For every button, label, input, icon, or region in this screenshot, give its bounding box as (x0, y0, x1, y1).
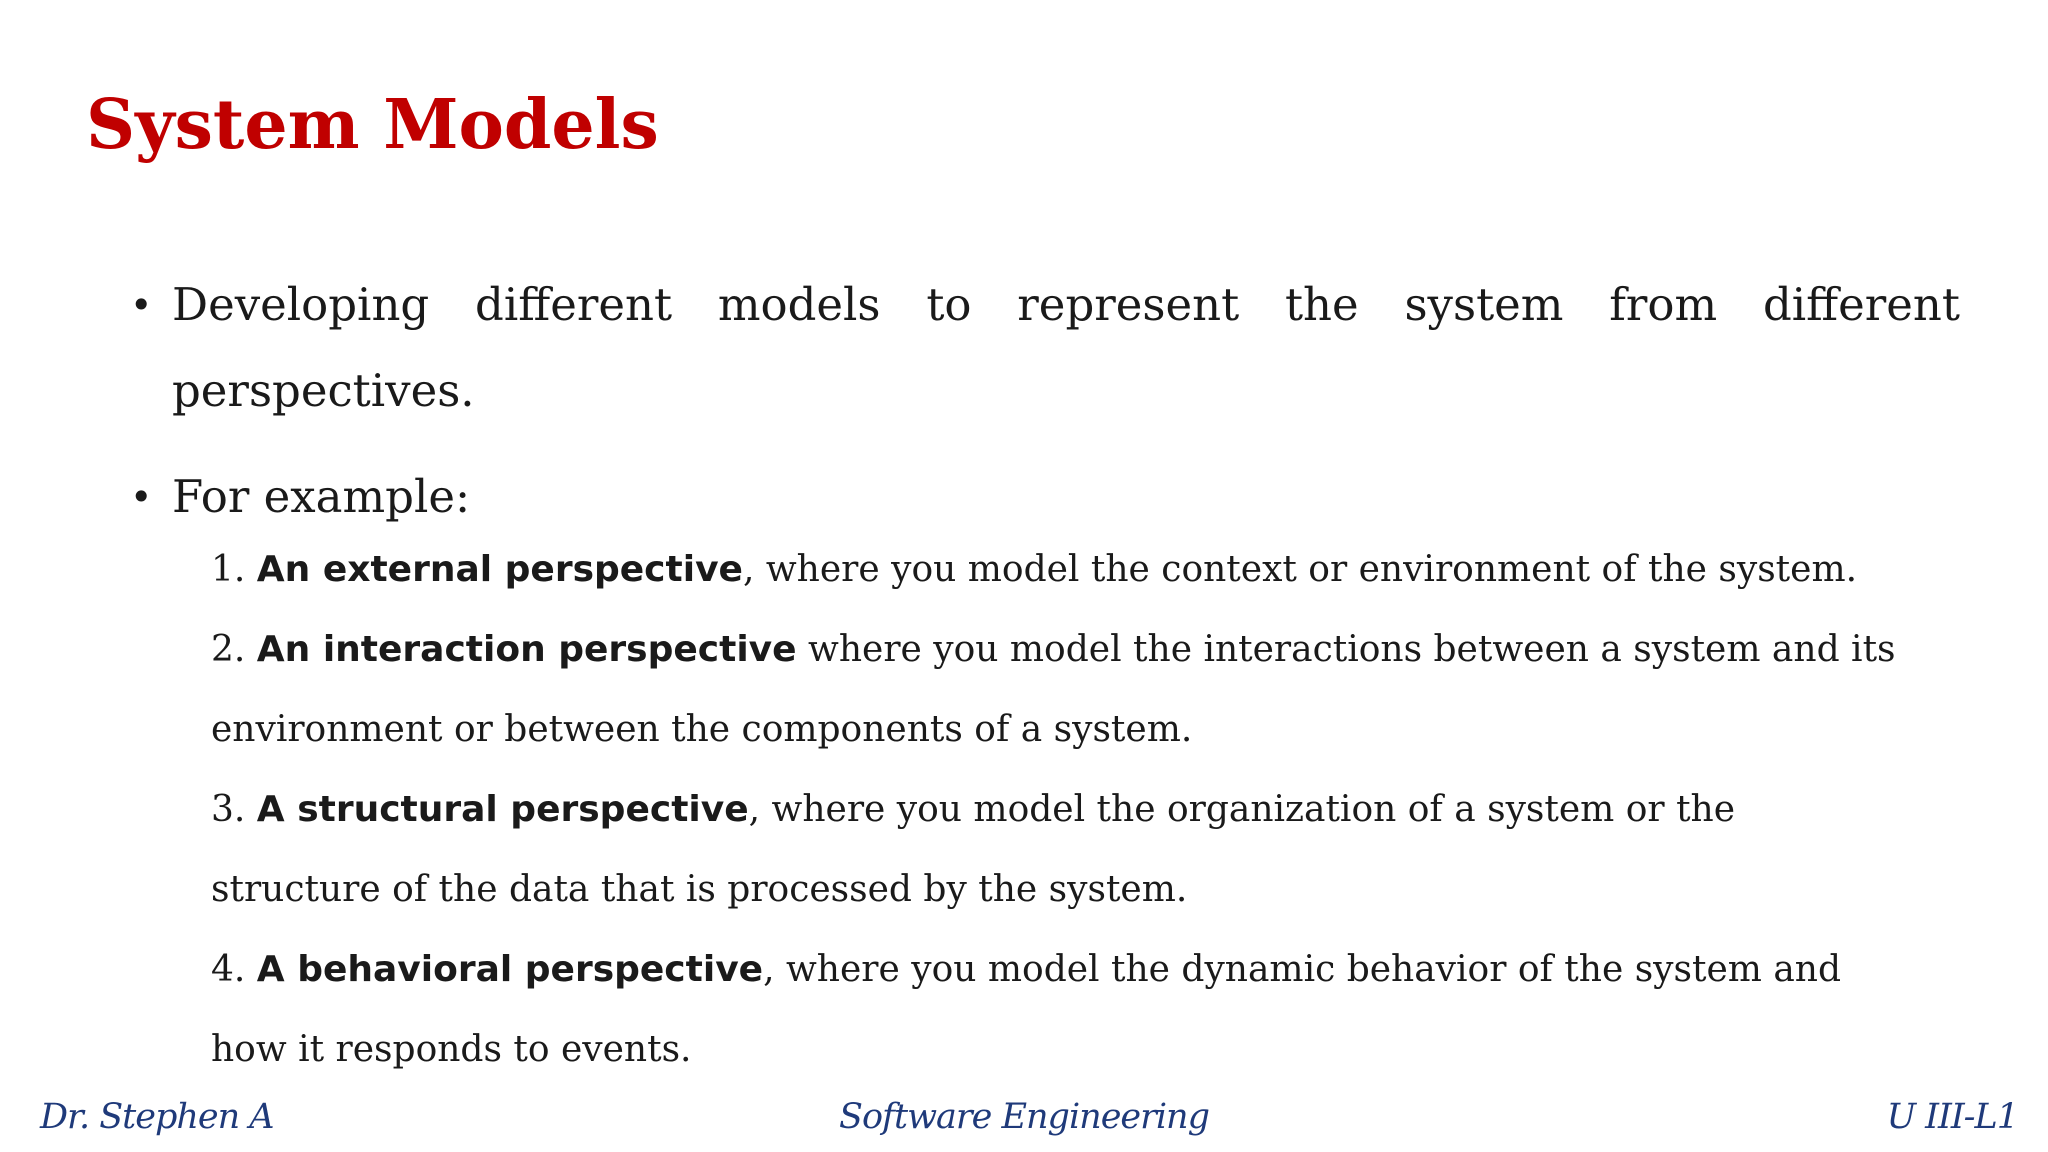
item-term: An interaction perspective (256, 629, 797, 670)
item-description: , where you model the context or environment of the system. (742, 549, 1858, 590)
item-number: 3. (211, 789, 257, 830)
item-description: , where you model the organization of a system or the structure of the data that is processed by the system. (211, 789, 1736, 910)
bullet-text: Developing different models to represent the system from different perspectives. (172, 278, 1960, 417)
item-number: 2. (211, 629, 257, 670)
footer-author: Dr. Stephen A (40, 1097, 274, 1137)
perspective-list (211, 530, 1911, 1090)
footer-course: Software Engineering (839, 1097, 1209, 1137)
perspective-item (211, 770, 1911, 930)
item-term: A structural perspective (256, 789, 749, 830)
footer-lecture-id: U III-L1 (1886, 1097, 2018, 1137)
perspective-item (211, 530, 1911, 610)
item-description: where you model the interactions between a system and its environment or between the components of a system. (211, 629, 1896, 750)
slide-footer (0, 1097, 2048, 1147)
bullet-marker: • (130, 283, 153, 327)
item-term: A behavioral perspective (256, 949, 764, 990)
item-number: 1. (211, 549, 257, 590)
perspective-item (211, 610, 1911, 770)
bullet-marker: • (130, 475, 153, 519)
item-description: , where you model the dynamic behavior of the system and how it responds to events. (211, 949, 1842, 1070)
item-number: 4. (211, 949, 257, 990)
bullet-text: For example: (172, 470, 471, 523)
perspective-item (211, 930, 1911, 1090)
item-term: An external perspective (256, 549, 743, 590)
slide-title: System Models (86, 85, 659, 165)
bullet-list (130, 262, 1960, 540)
bullet-item (130, 262, 1960, 434)
bullet-item (130, 454, 1960, 540)
